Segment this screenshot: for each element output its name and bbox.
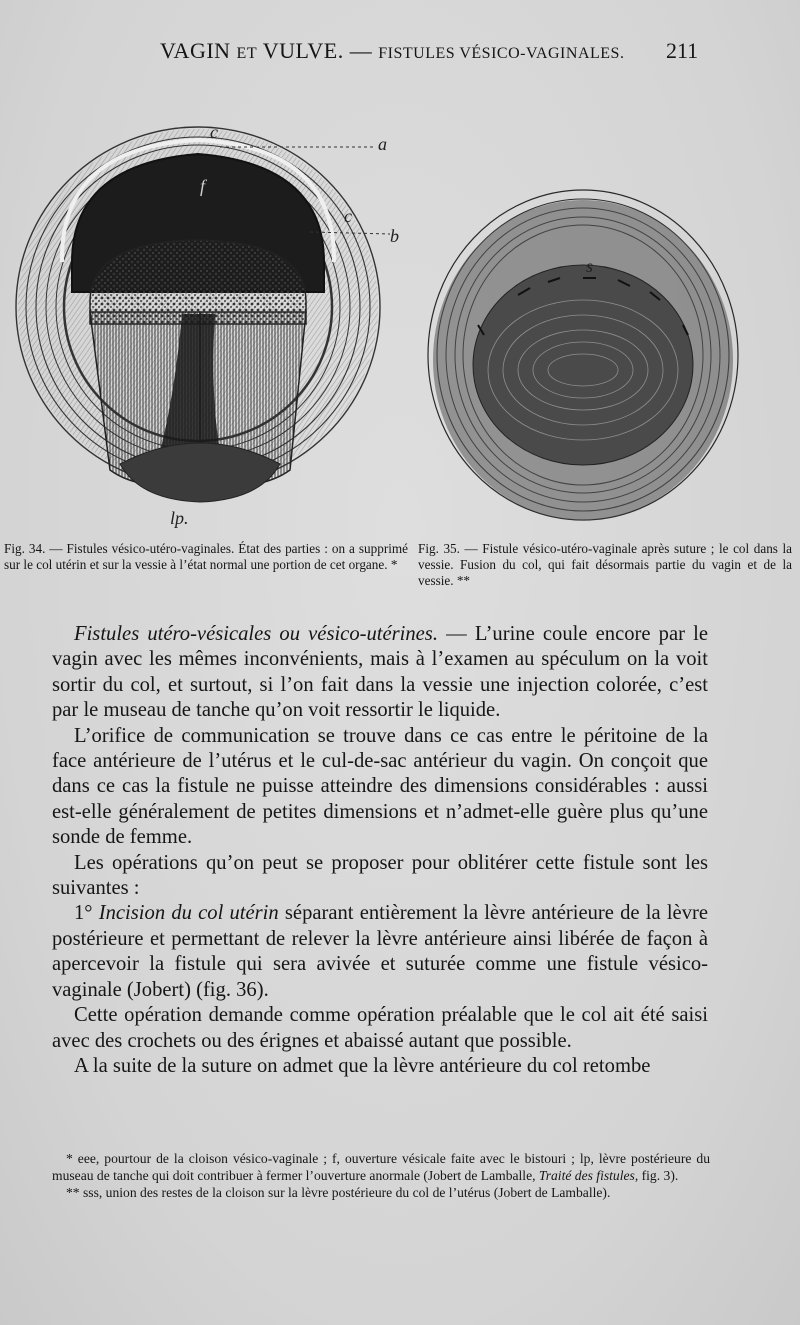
label-s: s [586,256,594,276]
label-lp: lp. [170,508,189,528]
section-heading: Fistules utéro-vésicales ou vésico-utérines. [74,623,438,645]
caption-fig-35 [418,541,792,589]
footnote-2-text: union des restes de la cloison sur la lèvre postérieure du col de l’utérus (Jobert de Lamballe). [102,1185,611,1200]
body-text [52,622,708,1079]
paragraph-1 [52,622,708,724]
footnote-2 [52,1184,710,1201]
title-vagin: VAGIN [160,38,231,63]
caption-fig-34-number: Fig. 34. [4,541,46,556]
figure-34-illustration [10,92,400,532]
label-c-right: c [344,206,352,226]
list-heading: Incision du col utérin [98,902,279,925]
label-c-top: c [210,122,218,142]
title-section: FISTULES VÉSICO-VAGINALES. [378,45,625,62]
footnote-1-text: pourtour de la cloison vésico-vaginale ; f, ouverture vésicale faite avec le bistouri ; lp, lèvre postérieure du museau de tanche qui doit contribuer à fermer l’ouverture anormale (Jobert de Lamballe, [52,1151,710,1183]
running-header [0,38,800,68]
fused-cervix-area [473,265,693,465]
label-f: f [200,176,206,196]
running-title [160,38,624,64]
paragraph-2: L’orifice de communication se trouve dans ce cas entre le péritoine de la face antérieure de l’utérus et le cul-de-sac antérieur du vagin. On conçoit que dans ce cas la fistule ne puisse atteindre des dimensions considérables : aussi est-elle généralement de petites dimensions et n’admet-elle guère plus qu’une sonde de femme. [52,724,708,849]
figure-35-illustration [418,160,763,530]
footnote-2-mark: ** sss, [66,1185,103,1200]
paragraph-6: A la suite de la suture on admet que la lèvre antérieure du col retombe [74,1054,651,1077]
caption-fig-35-text: — Fistule vésico-utéro-vaginale après suture ; le col dans la vessie. Fusion du col, qui fait désormais partie du vagin et de la vessie. ** [418,541,793,588]
footnote-1-title: Traité des fistules [538,1168,635,1183]
paragraph-4-text: séparant entièrement la lèvre antérieure de la lèvre postérieure et permettant de relever la lèvre antérieure ainsi libérée de façon à apercevoir la fistule qui sera avivée et suturée comme une fistule vésico-vaginale (Jobert) (fig. 36). [52,902,708,1001]
paragraph-1-text: — L’urine coule encore par le vagin avec les mêmes inconvénients, mais à l’examen au spéculum on la voit sortir du col, et surtout, si l’on fait dans la vessie une injection colorée, c’est par le museau de tanche qu’on voit ressortir le liquide. [52,623,708,722]
title-dash: — [349,38,373,63]
caption-fig-35-number: Fig. 35. [418,541,460,556]
caption-fig-34-text: — Fistules vésico-utéro-vaginales. État des parties : on a supprimé sur le col utérin et sur la vessie à l’état normal une portion de cet organe. * [4,541,408,572]
page-number: 211 [666,38,699,63]
footnote-1 [52,1150,710,1184]
title-vulve: VULVE. [262,38,344,63]
title-et: ET [236,45,258,62]
footnotes [52,1150,710,1201]
footnote-1-end: , fig. 3). [634,1168,679,1183]
paragraph-3: Les opérations qu’on peut se proposer pour oblitérer cette fistule sont les suivantes : [52,851,708,900]
label-a: a [378,134,387,154]
paragraph-5: Cette opération demande comme opération préalable que le col ait été saisi avec des crochets ou des érignes et abaissé autant que possible. [52,1004,708,1052]
paragraph-4 [52,901,708,1003]
label-b: b [390,226,399,246]
list-number: 1° [74,902,93,925]
caption-fig-34 [4,541,408,573]
footnote-1-mark: * eee, [66,1151,100,1166]
